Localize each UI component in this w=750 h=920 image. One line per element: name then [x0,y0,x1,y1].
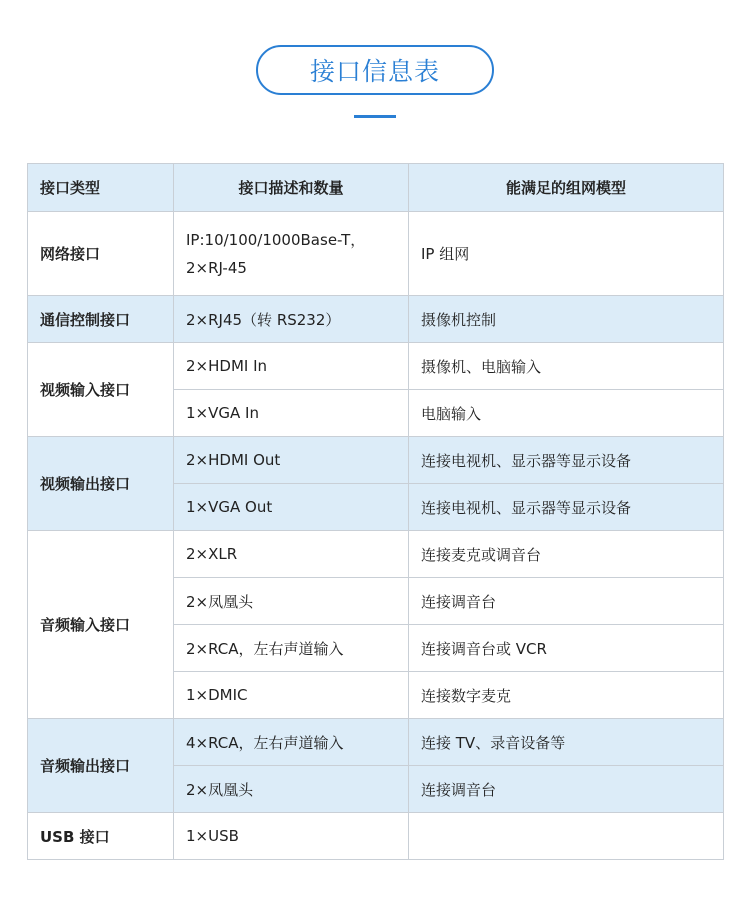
description-cell: 1×USB [174,813,409,860]
table-row [28,531,724,578]
model-cell: IP 组网 [409,212,724,296]
table-row [28,212,724,296]
description-cell: 2×凤凰头 [174,766,409,813]
description-cell: 2×HDMI In [174,343,409,390]
header-network-model: 能满足的组网模型 [409,164,724,212]
model-cell: 连接电视机、显示器等显示设备 [409,437,724,484]
table-row [28,343,724,390]
interface-info-table [27,163,724,860]
table-header-row [28,164,724,212]
model-cell: 电脑输入 [409,390,724,437]
interface-type-cell: 视频输入接口 [28,343,174,437]
table-row [28,296,724,343]
model-cell: 摄像机、电脑输入 [409,343,724,390]
table-row [28,813,724,860]
header-description-quantity: 接口描述和数量 [174,164,409,212]
header-interface-type: 接口类型 [28,164,174,212]
description-cell: IP:10/100/1000Base-T，2×RJ-45 [174,212,409,296]
description-cell: 2×XLR [174,531,409,578]
description-cell: 1×DMIC [174,672,409,719]
model-cell: 连接麦克或调音台 [409,531,724,578]
description-cell: 1×VGA In [174,390,409,437]
interface-type-cell: 网络接口 [28,212,174,296]
interface-type-cell: 视频输出接口 [28,437,174,531]
description-cell: 1×VGA Out [174,484,409,531]
model-cell: 连接数字麦克 [409,672,724,719]
table-row [28,437,724,484]
description-cell: 2×HDMI Out [174,437,409,484]
model-cell: 连接调音台 [409,578,724,625]
description-cell: 2×RCA，左右声道输入 [174,625,409,672]
page-title-text: 接口信息表 [309,57,440,86]
table-row [28,719,724,766]
model-cell: 连接电视机、显示器等显示设备 [409,484,724,531]
description-cell: 2×RJ45（转 RS232） [174,296,409,343]
interface-type-cell: 通信控制接口 [28,296,174,343]
title-underline-divider [354,115,396,118]
model-cell: 连接调音台 [409,766,724,813]
model-cell: 摄像机控制 [409,296,724,343]
model-cell [409,813,724,860]
page-title [256,45,494,95]
model-cell: 连接调音台或 VCR [409,625,724,672]
description-cell: 4×RCA，左右声道输入 [174,719,409,766]
description-cell: 2×凤凰头 [174,578,409,625]
interface-type-cell: 音频输入接口 [28,531,174,719]
interface-type-cell: USB 接口 [28,813,174,860]
model-cell: 连接 TV、录音设备等 [409,719,724,766]
interface-type-cell: 音频输出接口 [28,719,174,813]
